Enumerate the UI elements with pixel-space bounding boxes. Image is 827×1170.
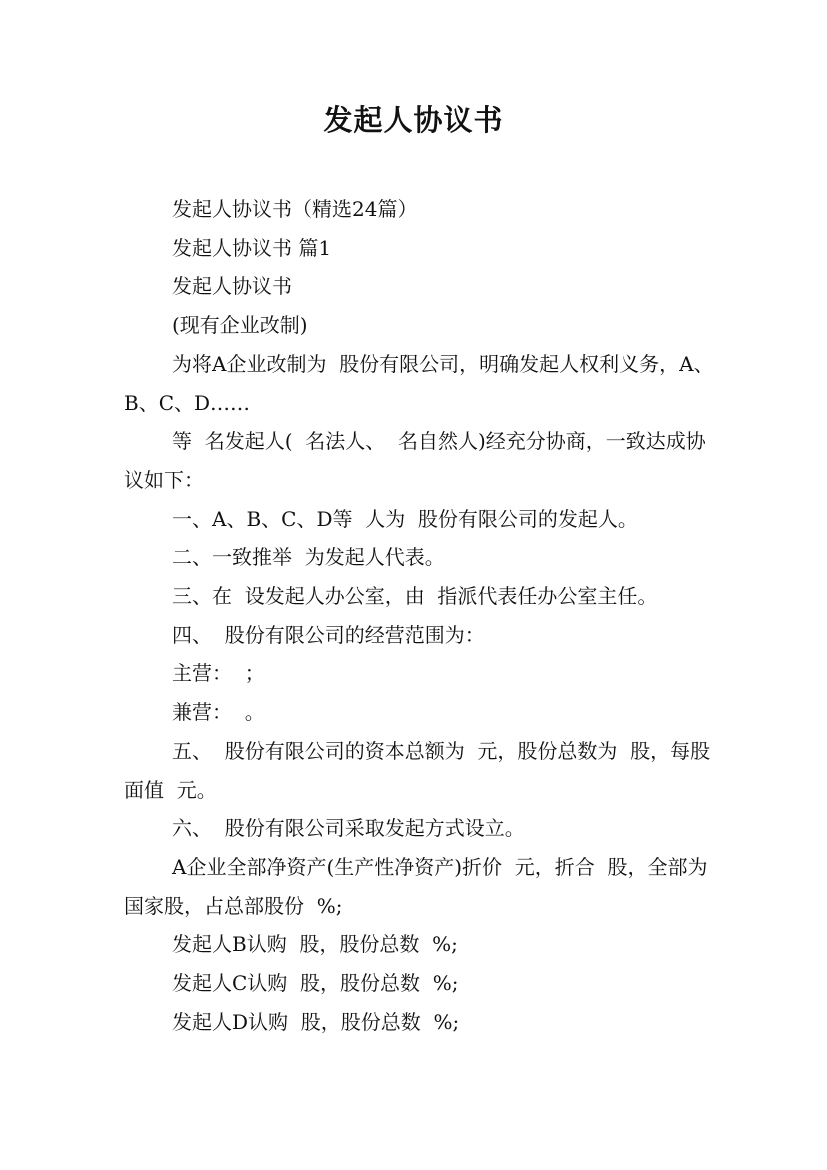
paragraph-subscription-c: 发起人C认购 股，股份总数 %;	[172, 971, 459, 996]
paragraph-main-business: 主营： ；	[172, 661, 265, 686]
paragraph-agreement-subtitle: (现有企业改制)	[172, 313, 308, 338]
paragraph-subscription-d: 发起人D认购 股，股份总数 %;	[172, 1009, 460, 1034]
document-title: 发起人协议书	[323, 103, 504, 137]
paragraph-chapter-heading: 发起人协议书 篇1	[172, 235, 332, 260]
paragraph-clause-5: 五、 股份有限公司的资本总额为 元，股份总数为 股，每股面值 元。	[124, 738, 711, 802]
document-body	[124, 190, 714, 1041]
paragraph-net-assets: A企业全部净资产(生产性净资产)折价 元，折合 股，全部为国家股，占总部股份 %;	[124, 854, 708, 918]
paragraph-consultation: 等 名发起人( 名法人、 名自然人)经充分协商，一致达成协议如下：	[124, 429, 706, 492]
paragraph-agreement-name: 发起人协议书	[172, 274, 292, 299]
paragraph-side-business: 兼营： 。	[172, 700, 265, 725]
paragraph-clause-1: 一、A、B、C、D等 人为 股份有限公司的发起人。	[172, 506, 638, 531]
paragraph-clause-3: 三、在 设发起人办公室，由 指派代表任办公室主任。	[172, 584, 658, 609]
paragraph-clause-6: 六、 股份有限公司采取发起方式设立。	[172, 816, 525, 841]
paragraph-purpose: 为将A企业改制为 股份有限公司，明确发起人权利义务，A、B、C、D……	[124, 351, 714, 415]
paragraph-clause-2: 二、一致推举 为发起人代表。	[172, 545, 445, 570]
paragraph-collection-heading: 发起人协议书（精选24篇）	[172, 197, 418, 221]
paragraph-clause-4: 四、 股份有限公司的经营范围为：	[172, 622, 485, 647]
paragraph-subscription-b: 发起人B认购 股，股份总数 %;	[172, 932, 458, 957]
